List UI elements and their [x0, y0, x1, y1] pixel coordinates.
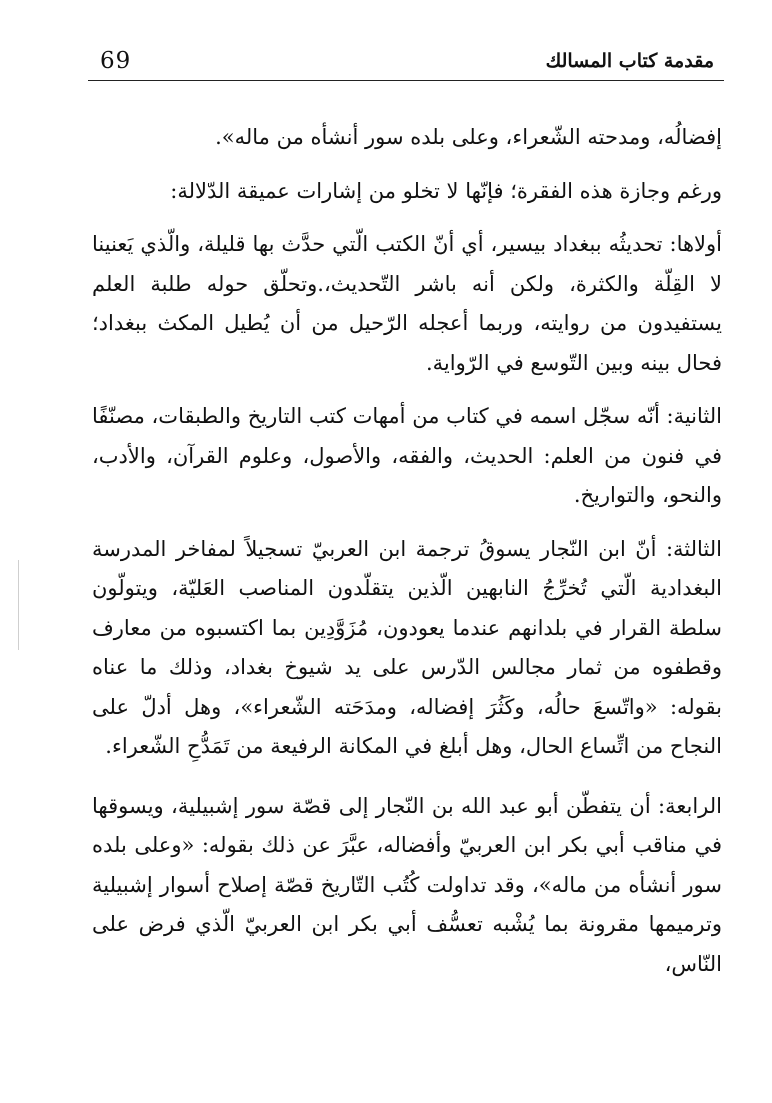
scan-margin-mark [18, 560, 19, 650]
running-title: مقدمة كتاب المسالك [545, 50, 714, 72]
paragraph-1: إفضالُه، ومدحته الشّعراء، وعلى بلده سور أنشأه من ماله». [215, 125, 722, 149]
paragraph-4: الثانية: أنّه سجّل اسمه في كتاب من أمهات كتب التاريخ والطبقات، مصنّفًا في فنون من العلم: الحديث، والفقه، والأصول، وعلوم القرآن، والأدب، والنحو، والتواريخ. [92, 404, 722, 507]
paragraph-3: أولاها: تحديثُه ببغداد بيسير، أي أنّ الكتب الّتي حدَّث بها قليلة، والّذي يَعنينا لا القِلّة والكثرة، ولكن أنه باشر التّحديث،.وتحلّق حوله طلبة العلم يستفيدون من روايته، وربما أعجله الرّحيل من أن يُطيل المكث ببغداد؛ فحال بينه وبين التّوسع في الرّواية. [92, 232, 722, 375]
paragraph-5: الثالثة: أنّ ابن النّجار يسوقُ ترجمة ابن العربيّ تسجيلاً لمفاخر المدرسة البغدادية الّتي تُخرِّجُ النابهين الّذين يتقلّدون المناصب العَليّة، ويتولّون سلطة القرار في بلدانهم عندما يعودون، مُزَوَّدِين بما اكتسبوه من معارف وقطفوه من ثمار مجالس الدّرس على يد شيوخ بغداد، وذلك ما عناه بقوله: «واتّسعَ حالُه، وكَثُرَ إفضاله، ومدَحَته الشّعراء»، وهل أدلّ على النجاح من اتِّساع الحال، وهل أبلغ في المكانة الرفيعة من تَمَدُّحِ الشّعراء. [92, 536, 722, 758]
body-text [92, 118, 722, 984]
running-header [88, 38, 720, 78]
paragraph-6: الرابعة: أن يتفطّن أبو عبد الله بن النّجار إلى قصّة سور إشبيلية، ويسوقها في مناقب أبي بكر ابن العربيّ وأفضاله، عبَّرَ عن ذلك بقوله: «وعلى بلده سور أنشأه من ماله»، وقد تداولت كُتُب التّاريخ قصّة إصلاح أسوار إشبيلية وترميمها مقرونة بما يُشْبه تعسُّف أبي بكر ابن العربيّ الّذي فرض على النّاس، [92, 793, 722, 976]
header-rule [88, 80, 724, 81]
paragraph-2: ورغم وجازة هذه الفقرة؛ فإنّها لا تخلو من إشارات عميقة الدّلالة: [170, 178, 722, 203]
page-number: 69 [100, 48, 132, 74]
